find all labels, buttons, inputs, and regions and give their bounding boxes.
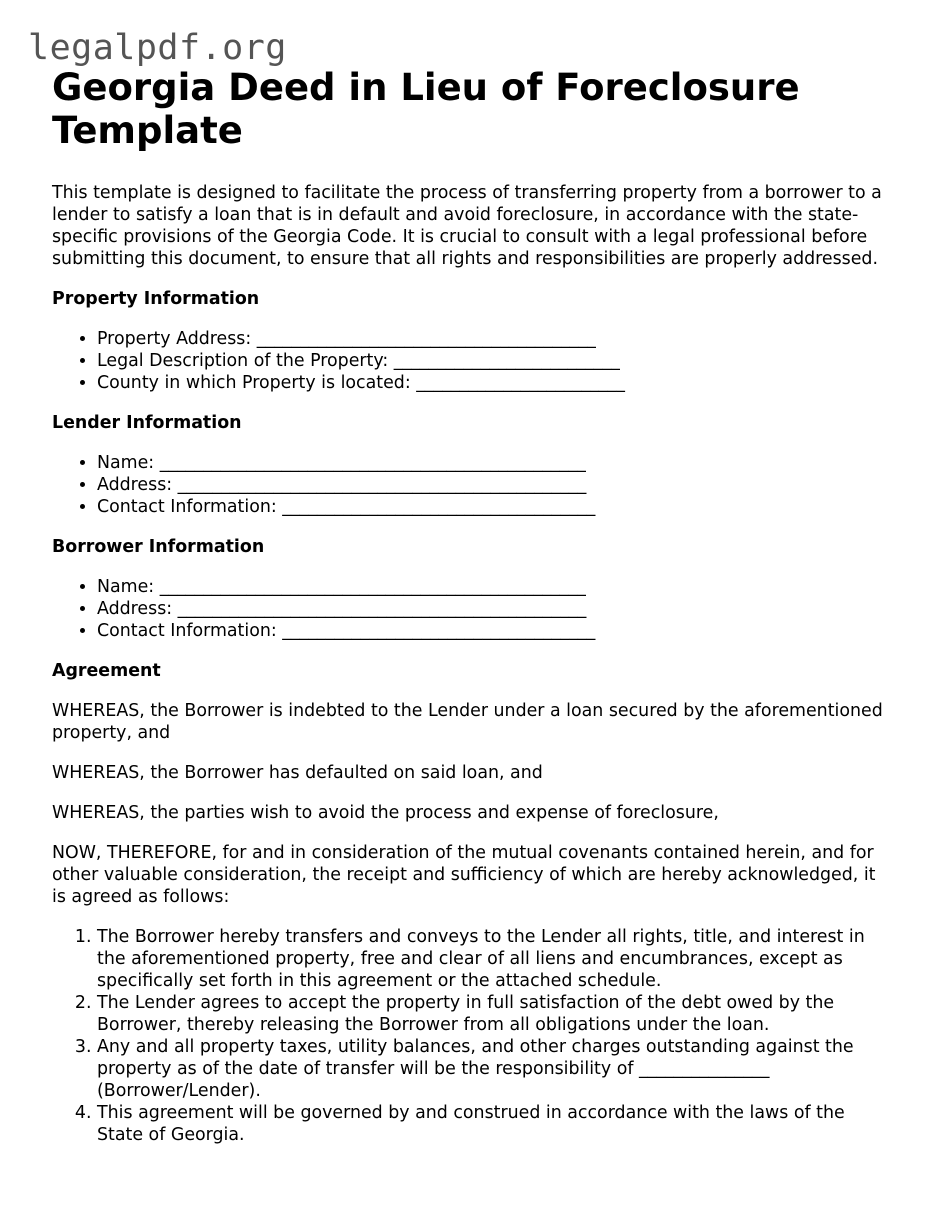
page-title: Georgia Deed in Lieu of Foreclosure Template (52, 66, 800, 152)
whereas-paragraph: WHEREAS, the Borrower is indebted to the Lender under a loan secured by the aforementioned property, and (52, 701, 883, 743)
watermark: legalpdf.org (28, 28, 287, 68)
whereas-paragraph: WHEREAS, the Borrower has defaulted on said loan, and (52, 763, 543, 783)
borrower-list (52, 576, 892, 642)
borrower-address-item: • Address: _______________________________________________ (97, 598, 892, 620)
borrower-contact-item: • Contact Information: ____________________________________ (97, 620, 892, 642)
agreement-terms-list (52, 926, 892, 1146)
agreement-term: 3. Any and all property taxes, utility balances, and other charges outstanding against the property as of the date of transfer will be the responsibility of _______________ (Borrower/Lender). (97, 1036, 892, 1102)
lender-name-item: • Name: _________________________________________________ (97, 452, 892, 474)
property-list (52, 328, 892, 394)
county-item: • County in which Property is located: ________________________ (97, 372, 892, 394)
whereas-paragraph: WHEREAS, the parties wish to avoid the process and expense of foreclosure, (52, 803, 719, 823)
lender-contact-item: • Contact Information: ____________________________________ (97, 496, 892, 518)
agreement-term: 1. The Borrower hereby transfers and conveys to the Lender all rights, title, and interest in the aforementioned property, free and clear of all liens and encumbrances, except as specifically set forth in this agreement or the attached schedule. (97, 926, 892, 992)
intro-paragraph: This template is designed to facilitate the process of transferring property from a borrower to a lender to satisfy a loan that is in default and avoid foreclosure, in accordance with the state-specific provisions of the Georgia Code. It is crucial to consult with a legal professional before submitting this document, to ensure that all rights and responsibilities are properly addressed. (52, 183, 882, 269)
lender-address-item: • Address: _______________________________________________ (97, 474, 892, 496)
lender-heading: Lender Information (52, 413, 242, 433)
agreement-term: 4. This agreement will be governed by and construed in accordance with the laws of the State of Georgia. (97, 1102, 892, 1146)
lender-list (52, 452, 892, 518)
borrower-name-item: • Name: _________________________________________________ (97, 576, 892, 598)
agreement-heading: Agreement (52, 661, 161, 681)
property-heading: Property Information (52, 289, 260, 309)
borrower-heading: Borrower Information (52, 537, 265, 557)
agreement-term: 2. The Lender agrees to accept the property in full satisfaction of the debt owed by the Borrower, thereby releasing the Borrower from all obligations under the loan. (97, 992, 892, 1036)
legal-description-item: • Legal Description of the Property: __________________________ (97, 350, 892, 372)
document-body (52, 66, 892, 1164)
property-address-item: • Property Address: _______________________________________ (97, 328, 892, 350)
now-therefore-paragraph: NOW, THEREFORE, for and in consideration of the mutual covenants contained herein, and for other valuable consideration, the receipt and sufficiency of which are hereby acknowledged, it is agreed as follows: (52, 843, 876, 907)
